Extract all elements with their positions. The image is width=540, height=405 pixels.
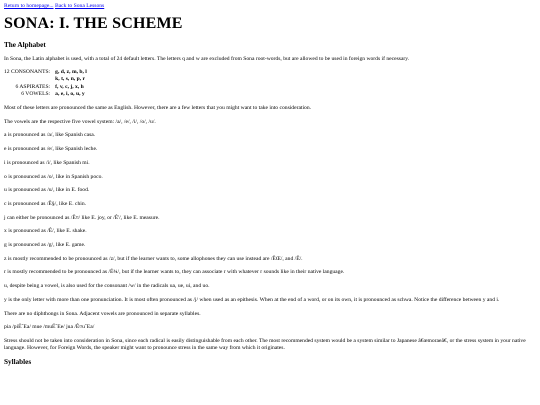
paragraph: The vowels are the respective five vowel system: /a/, /e/, /i/, /o/, /u/. xyxy=(4,118,156,125)
paragraph: i is pronounced as /i/, like Spanish mi. xyxy=(4,159,90,166)
sona-lessons-link[interactable]: Back to Sona Lessons xyxy=(54,3,105,9)
letters-cell: f, v, c, j, x, h xyxy=(55,83,84,90)
section-heading-syllables: Syllables xyxy=(4,358,32,367)
paragraph: u, despite being a vowel, is also used for the consonant /w/ in the radicals ua, ue, ui, and uo. xyxy=(4,283,210,290)
section-heading-alphabet: The Alphabet xyxy=(4,40,46,49)
category-label: 6 VOWELS: xyxy=(21,90,51,97)
paragraph: z is mostly recommended to be pronounced as /z/, but if the learner wants to, some allophones they can use instead are /ÊŒ/, and /Ê/. xyxy=(4,255,303,262)
table-row xyxy=(4,76,89,83)
table-row xyxy=(4,91,89,98)
paragraph: There are no diphthongs in Sona. Adjacent vowels are pronounced in separate syllables. xyxy=(4,310,201,317)
homepage-link[interactable]: Return to homepage... xyxy=(4,3,54,9)
table-row xyxy=(4,84,89,91)
paragraph: a is pronounced as /a/, like Spanish casa. xyxy=(4,132,96,139)
paragraph: o is pronounced as /o/, like in Spanish poco. xyxy=(4,173,103,180)
paragraph: j can either be pronounced as /Ê¤/ like E. joy, or /Ê'/, like E. measure. xyxy=(4,214,160,221)
top-nav xyxy=(4,3,536,10)
paragraph: c is pronounced as /Ê§/, like E. chin. xyxy=(4,200,87,207)
letters-cell: g, d, z, m, b, l xyxy=(55,69,87,76)
paragraph: Most of these letters are pronounced the same as English. However, there are a few letters that you might want to take into consideration. xyxy=(4,105,312,112)
paragraph: g is pronounced as /g/, like E. game. xyxy=(4,242,86,249)
paragraph: Stress should not be taken into consideration in Sona, since each radical is easily distinguishable from each other. The most recommended system would be a system similar to Japanese â€œmoraeâ€, or the stress system in your native language. However, for Foreign Words, the speaker might want to pronounce stress in the same way from which it originates. xyxy=(4,338,526,351)
category-label: 12 CONSONANTS: xyxy=(4,69,51,76)
category-label xyxy=(4,76,55,83)
letters-cell: k, t, s, n, p, r xyxy=(55,76,85,83)
page-title: SONA: I. THE SCHEME xyxy=(4,14,183,32)
paragraph: e is pronounced as /e/, like Spanish leche. xyxy=(4,146,98,153)
table-row xyxy=(4,69,89,76)
paragraph: pia /piËˆEa/ mue /muËˆEe/ jua /Ê¤uˆEa/ xyxy=(4,324,95,331)
paragraph: u is pronounced as /u/, like in E. food. xyxy=(4,187,90,194)
paragraph: y is the only letter with more than one pronunciation. It is most often pronounced as /j/ when used as an epithesis. When at the end of a word, or on its own, it is pronounced as schwa. Notice the difference between y and i. xyxy=(4,296,500,303)
letters-table xyxy=(4,69,89,98)
intro-paragraph: In Sona, the Latin alphabet is used, with a total of 24 default letters. The letters q and w are excluded from Sona root-words, but are allowed to be used in foreign words if necessary. xyxy=(4,55,410,62)
letters-cell: a, e, i, o, u, y xyxy=(55,90,85,97)
paragraph: r is mostly recommended to be pronounced as /É¾/, but if the learner wants to, they can associate r with whatever r sounds like in their native language. xyxy=(4,269,345,276)
paragraph: x is pronounced as /Ê/, like E. shake. xyxy=(4,228,87,235)
category-label: 6 ASPIRATES: xyxy=(15,83,51,90)
